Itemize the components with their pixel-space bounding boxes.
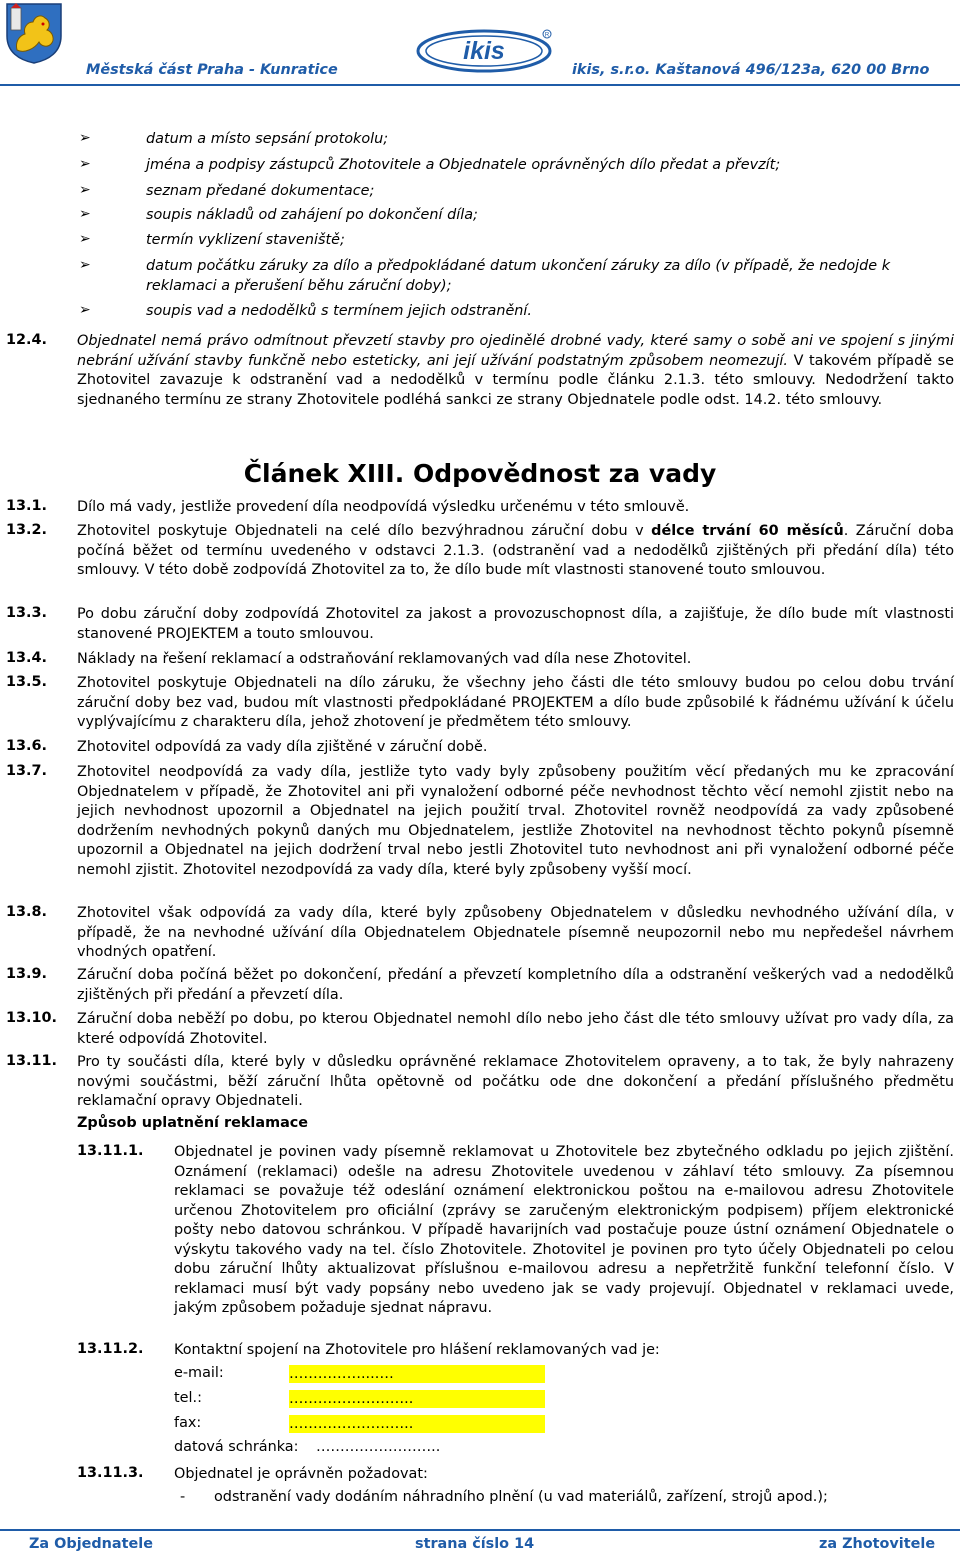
paragraph-13-9: Záruční doba počíná běžet po dokončení, předání a převzetí kompletního díla a odstranění veškerých vad a nedodělků zjištěných při předání a převzetí díla. — [77, 967, 954, 1003]
kunratice-crest-icon — [3, 2, 65, 64]
page-header — [0, 0, 960, 88]
footer-left: Za Objednatele — [29, 1536, 153, 1552]
arrow-bullet-icon: ➢ — [79, 257, 91, 273]
section-number-13-9: 13.9. — [6, 966, 47, 982]
section-number-13-6: 13.6. — [6, 738, 47, 754]
paragraph-13-11-1: Objednatel je povinen vady písemně reklamovat u Zhotovitele bez zbytečného odkladu po jejich zjištění. Oznámení (reklamaci) odešle na adresu Zhotovitele uvedenou v záhlaví této smlouvy. Za písemnou reklamaci se považuje též odeslání oznámení elektronickou poštou na e-mailovou adresu Zhotovitele určenou Zhotovitelem pro oficiální (zprávy se zaručeným elektronickým podpisem) příjem elektronické pošty nebo datovou schránkou. V případě havarijních vad postačuje pouze ústní oznámení Objednatele o výskytu takového vady na tel. číslo Zhotovitele. Zhotovitel je povinen pro tyto účely Objednateli po celou dobu záruční lhůty aktualizovat příslušnou e-mailovou adresu a nepřetržitě funkční telefonní číslo. V reklamaci musí být vady popsány nebo uvedeno jak se vady projevují. Objednatel v reklamaci uvede, jakým způsobem požaduje sjednat nápravu. — [174, 1144, 954, 1316]
paragraph-13-10: Záruční doba neběží po dobu, po kterou Objednatel nemohl dílo nebo jeho část dle této smlouvy užívat pro vady díla, za které odpovídá Zhotovitel. — [77, 1011, 954, 1047]
paragraph-13-2: Zhotovitel poskytuje Objednateli na celé dílo bezvýhradnou záruční dobu v délce trvání 60 měsíců. Záruční doba počíná běžet od termínu uvedeného v odstavci 2.1.3. (odstranění vad a nedodělků zjištěných při předání díla) této smlouvy. V této době zodpovídá Zhotovitel za to, že dílo bude mít vlastnosti stanovené touto smlouvou. — [77, 523, 954, 578]
section-number-13-11-3: 13.11.3. — [77, 1465, 144, 1481]
dash-bullet: - — [180, 1489, 186, 1505]
arrow-bullet-icon: ➢ — [79, 302, 91, 318]
section-number-13-1: 13.1. — [6, 498, 47, 514]
fax-field[interactable]: …………………….. — [289, 1415, 545, 1433]
arrow-bullet-icon: ➢ — [79, 182, 91, 198]
section-number-13-2: 13.2. — [6, 522, 47, 538]
section-number-13-11-2: 13.11.2. — [77, 1341, 144, 1357]
section-number-13-3: 13.3. — [6, 605, 47, 621]
tel-label: tel.: — [174, 1390, 202, 1406]
footer-right: za Zhotovitele — [819, 1536, 936, 1552]
header-company-address: ikis, s.r.o. Kaštanová 496/123a, 620 00 Brno — [572, 62, 930, 78]
list-item: odstranění vady dodáním náhradního plnění (u vad materiálů, zařízení, strojů apod.); — [214, 1489, 828, 1505]
paragraph-13-6: Zhotovitel odpovídá za vady díla zjištěné v záruční době. — [77, 739, 488, 755]
header-municipality: Městská část Praha - Kunratice — [86, 62, 338, 78]
section-number-13-11: 13.11. — [6, 1053, 57, 1069]
arrow-bullet-icon: ➢ — [79, 156, 91, 172]
ikis-logo-icon — [414, 28, 554, 74]
arrow-bullet-icon: ➢ — [79, 206, 91, 222]
subheading-complaint-method: Způsob uplatnění reklamace — [77, 1115, 309, 1131]
email-field[interactable]: ……………...…. — [289, 1365, 545, 1383]
paragraph-13-4: Náklady na řešení reklamací a odstraňování reklamovaných vad díla nese Zhotovitel. — [77, 651, 692, 667]
section-number-13-11-1: 13.11.1. — [77, 1143, 144, 1159]
ikis-logo-text: ikis — [463, 37, 505, 65]
paragraph-13-11-3: Objednatel je oprávněn požadovat: — [174, 1466, 428, 1482]
fax-label: fax: — [174, 1415, 202, 1431]
paragraph-13-7: Zhotovitel neodpovídá za vady díla, jestliže tyto vady byly způsobeny použitím věcí předaných mu ke zpracování Objednatelem v případě, že Zhotovitel ani při vynaložení odborné péče nevhodnost těchto věcí nemohl zjistit nebo na jejich nevhodnost upozornil a Objednatel na jejich použití trval. Zhotovitel rovněž neodpovídá za vady způsobené dodržením nevhodných pokynů daných mu Objednatelem, jestliže Zhotovitel na nevhodnost těchto pokynů písemně upozornil a Objednatel na jejich dodržení trval nebo jestli Zhotovitel tuto nevhodnost ani při vynaložení odborné péče nemohl zjistit. Zhotovitel nezodpovídá za vady díla, které byly způsobeny vyšší mocí. — [77, 764, 954, 878]
svg-text:R: R — [544, 32, 550, 39]
article-title: Článek XIII. Odpovědnost za vady — [243, 459, 717, 488]
paragraph-13-11: Pro ty součásti díla, které byly v důsledku oprávněné reklamace Zhotovitelem opraveny, a to tak, že byly nahrazeny novými součástmi, běží záruční lhůta opětovně od počátku ode dne dokončení a předání příslušného předmětu reklamační opravy Objednateli. — [77, 1054, 954, 1109]
section-number-13-4: 13.4. — [6, 650, 47, 666]
section-number-13-5: 13.5. — [6, 674, 47, 690]
footer-page-number: strana číslo 14 — [415, 1536, 535, 1552]
section-number-13-10: 13.10. — [6, 1010, 57, 1026]
arrow-bullet-icon: ➢ — [79, 130, 91, 146]
section-number-13-8: 13.8. — [6, 904, 47, 920]
paragraph-13-5: Zhotovitel poskytuje Objednateli na dílo záruku, že všechny jeho části dle této smlouvy budou po celou dobu trvání záruční doby bez vad, budou mít vlastnosti předpokládané PROJEKTEM a dílo bude způsobilé k řádnému užívání k účelu vyplývajícímu z charakteru díla, jehož zhotovení je předmětem této smlouvy. — [77, 675, 954, 730]
arrow-bullet-icon: ➢ — [79, 231, 91, 247]
footer-rule — [0, 1529, 960, 1531]
section-number-13-7: 13.7. — [6, 763, 47, 779]
data-box-label: datová schránka: — [174, 1439, 299, 1455]
email-label: e-mail: — [174, 1365, 224, 1381]
paragraph-13-8: Zhotovitel však odpovídá za vady díla, které byly způsobeny Objednatelem v důsledku nevhodného užívání díla, v případě, že na nevhodné užívání díla Objednatelem Objednatele písemně neupozornil nebo mu nepředešel návrhem vhodných opatření. — [77, 905, 954, 960]
paragraph-12-4: Objednatel nemá právo odmítnout převzetí stavby pro ojedinělé drobné vady, které samy o sobě ani ve spojení s jinými nebrání užívání stavby funkčně nebo esteticky, ani její užívání podstatným způsobem neomezují. V takovém případě se Zhotovitel zavazuje k odstranění vad a nedodělků v termínu podle článku 2.1.3. této smlouvy. Nedodržení takto sjednaného termínu ze strany Zhotovitele podléhá sankci ze strany Objednatele podle odst. 14.2. této smlouvy. — [77, 333, 954, 408]
paragraph-13-3: Po dobu záruční doby zodpovídá Zhotovitel za jakost a provozuschopnost díla, a zajišťuje, že dílo bude mít vlastnosti stanovené PROJEKTEM a touto smlouvou. — [77, 606, 954, 642]
data-box-field[interactable]: …………………….. — [316, 1439, 441, 1455]
section-number-12-4: 12.4. — [6, 332, 47, 348]
tel-field[interactable]: …………………….. — [289, 1390, 545, 1408]
paragraph-13-11-2: Kontaktní spojení na Zhotovitele pro hlášení reklamovaných vad je: — [174, 1342, 660, 1358]
header-rule — [0, 84, 960, 86]
paragraph-13-1: Dílo má vady, jestliže provedení díla neodpovídá výsledku určenému v této smlouvě. — [77, 499, 690, 515]
